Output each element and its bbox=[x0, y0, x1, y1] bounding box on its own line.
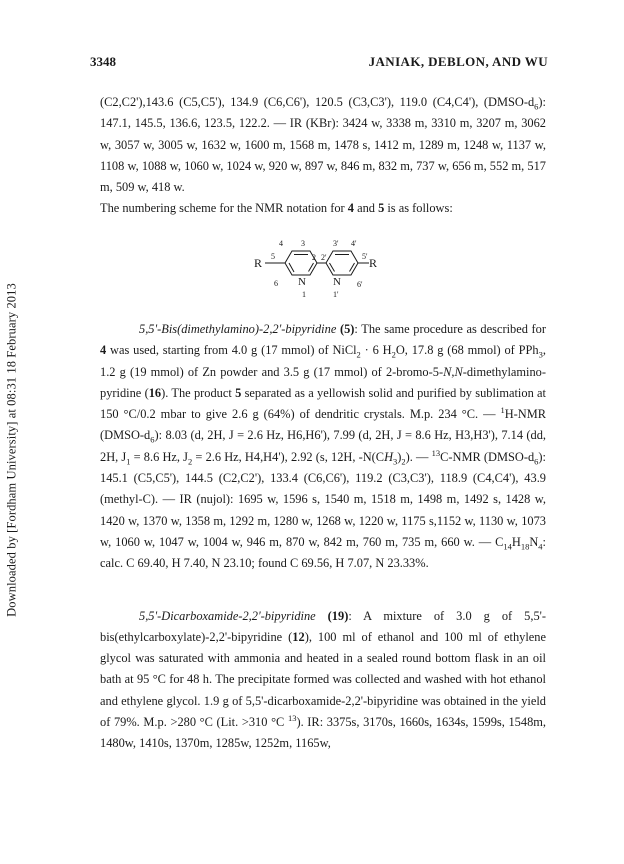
download-notice-text: Downloaded by [Fordham University] at 08:31 18 February 2013 bbox=[4, 283, 19, 617]
position-4p-label: 4' bbox=[351, 239, 357, 248]
position-5p-label: 5' bbox=[362, 252, 368, 261]
compound-5-name: 5,5'-Bis(dimethylamino)-2,2'-bipyridine bbox=[139, 322, 337, 336]
running-title: JANIAK, DEBLON, AND WU bbox=[368, 54, 548, 69]
position-1p-label: 1' bbox=[333, 290, 339, 299]
reference-13: 13 bbox=[287, 712, 297, 723]
position-2p-label: 2' bbox=[321, 253, 327, 262]
position-4-label: 4 bbox=[279, 239, 283, 248]
experimental-body bbox=[100, 319, 546, 755]
position-5-label: 5 bbox=[271, 252, 275, 261]
position-6-label: 6 bbox=[274, 279, 278, 288]
nmr-ir-continuation: (C2,C2'),143.6 (C5,C5'), 134.9 (C6,C6'), 120.5 (C3,C3'), 119.0 (C4,C4'), $(DMSO-d_6)$: 147.1, 145.5, 136.6, 123.5, 122.2. — IR (KBr): 3424 w, 3338 m, 3310 m, 3207 m, 3062 w, 3057 w, 3005 w, 1632 w, 1600 m, 1568 m, 1478 s, 1412 m, 1289 m, 1248 w, 1137 w, 1108 w, 1088 w, 1060 w, 1024 w, 920 w, 897 w, 846 m, 832 m, 737 w, 656 m, 552 m, 517 m, 509 w, 418 w. bbox=[100, 95, 546, 195]
page-number: 3348 bbox=[90, 54, 116, 69]
position-2-label: 2 bbox=[312, 253, 316, 262]
position-3-label: 3 bbox=[301, 239, 305, 248]
position-3p-label: 3' bbox=[333, 239, 339, 248]
download-notice bbox=[0, 250, 24, 650]
page-header bbox=[90, 54, 548, 70]
numbering-scheme-intro: The numbering scheme for the NMR notation for 4 and 5 is as follows: bbox=[100, 201, 453, 216]
dicarboxamide-paragraph: 5,5'-Dicarboxamide-2,2'-bipyridine (19): A mixture of 3.0 g of 5,5'-bis(ethylcarboxylate)-2,2'-bipyridine (12), 100 ml of ethanol and 100 ml of ethylene glycol was saturated with ammonia and heated in a sealed round bottom flask in an oil bath at 95 °C for 48 h. The precipitate formed was collected and washed with hot ethanol and ethylene glycol. 1.9 g of 5,5'-dicarboxamide-2,2'-bipyridine was obtained in the yield of 79%. M.p. >280 °C (Lit. >310 °C $^{13}$). IR: 3375s, 3170s, 1660s, 1634s, 1599s, 1548m, 1480w, 1410s, 1370m, 1285w, 1252m, 1165w, bbox=[100, 608, 546, 751]
nmr-ir-data-paragraph bbox=[100, 92, 546, 220]
bipyridine-structure-drawing bbox=[236, 239, 386, 305]
nitrogen-right: N bbox=[333, 276, 341, 288]
position-1-label: 1 bbox=[302, 290, 306, 299]
substituent-left: R bbox=[254, 256, 263, 270]
bipyridine-numbering-scheme bbox=[236, 239, 386, 305]
substituent-right: R bbox=[369, 256, 378, 270]
bis-dimethylamino-paragraph: 5,5'-Bis(dimethylamino)-2,2'-bipyridine (5): The same procedure as described for 4 was used, starting from 4.0 g (17 mmol) of NiCl$_2$ · 6 $H_2O$, 17.8 g (68 mmol) of PPh$_3$, 1.2 g (19 mmol) of Zn powder and 3.5 g (17 mmol) of 2-bromo-5-N,N-dimethylamino-pyridine (16). The product 5 separated as a yellowish solid and purified by sublimation at 150 °C/0.2 mbar to give 2.6 g (64%) of dendritic crystals. M.p. 234 °C. — $^1$H-NMR $(DMSO-d_6)$: 8.03 (d, 2H, J = 2.6 Hz, H6,H6'), 7.99 (d, 2H, J = 8.6 Hz, H3,H3'), 7.14 (dd, 2H, $J_1 = 8.6$ Hz, $J_2 = 2.6$ Hz, H4,H4'), 2.92 (s, 12H, $-N(CH_3)_2$). — $^{13}$C-NMR $(DMSO-d_6)$: 145.1 (C5,C5'), 144.5 (C2,C2'), 133.4 (C6,C6'), 119.2 (C3,C3'), 118.9 (C4,C4'), 43.9 (methyl-C). — IR (nujol): 1695 w, 1596 s, 1540 m, 1518 m, 1498 m, 1492 s, 1428 w, 1420 w, 1370 w, 1358 m, 1292 m, 1280 w, 1268 w, 1220 w, 1175 s,1152 w, 1130 w, 1073 w, 1060 w, 1047 w, 1004 w, 946 m, 870 w, 842 m, 760 m, 735 m, 660 w. — $C_{14}H_{18}N_4$: calc. C 69.40, H 7.40, N 23.10; found C 69.56, H 7.07, N 23.33%. bbox=[100, 322, 546, 571]
nitrogen-left: N bbox=[298, 276, 306, 288]
position-6p-label: 6' bbox=[357, 280, 363, 289]
compound-19-name: 5,5'-Dicarboxamide-2,2'-bipyridine bbox=[139, 608, 316, 623]
